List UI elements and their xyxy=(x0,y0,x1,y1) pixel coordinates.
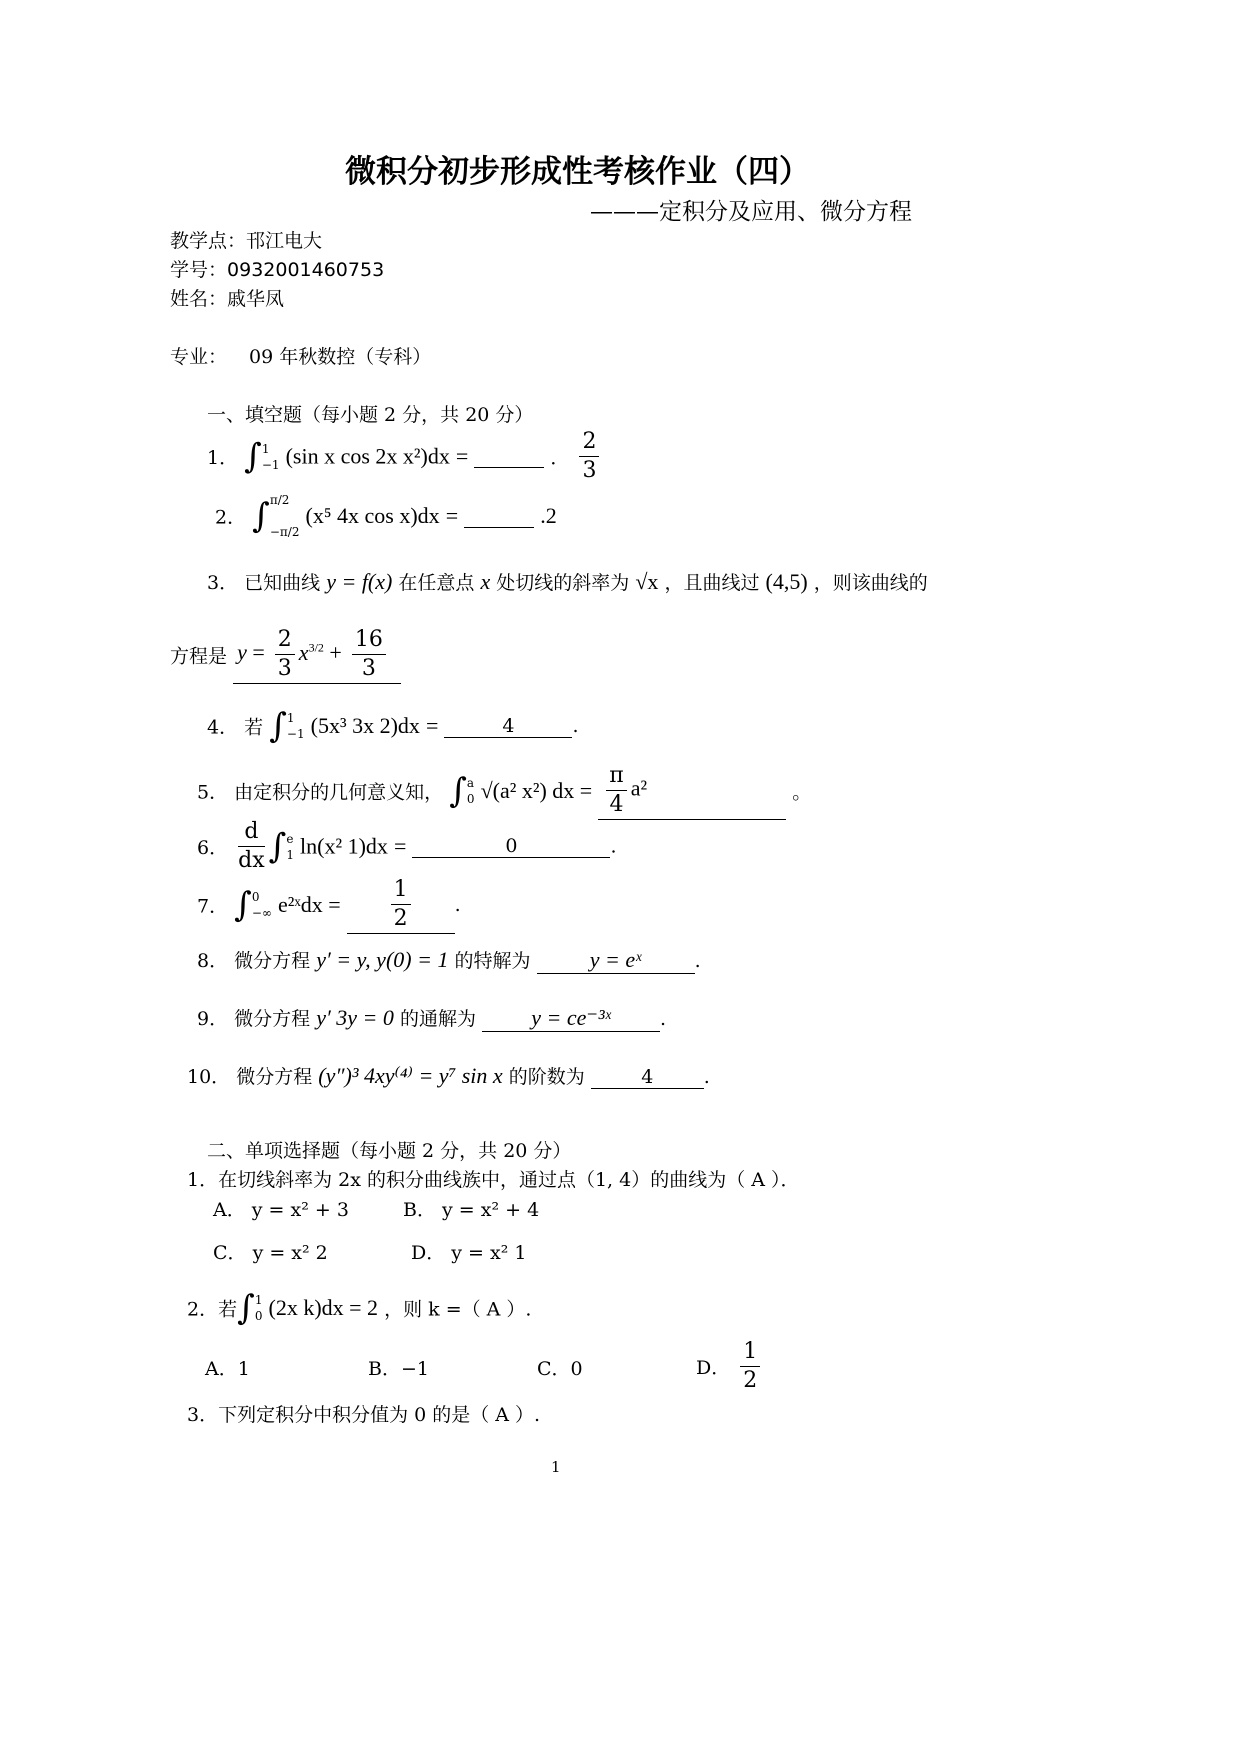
page-title: 微积分初步形成性考核作业（四） xyxy=(345,154,810,190)
equals-sign: = xyxy=(425,713,439,738)
choice-q2-option-a: A．1 xyxy=(205,1358,250,1380)
period: ． xyxy=(550,447,570,469)
q8-number: 8． xyxy=(197,950,229,972)
choice-q2-option-b: B．−1 xyxy=(368,1358,429,1380)
section1-heading: 一、填空题（每小题 2 分，共 20 分） xyxy=(207,404,534,426)
section2-heading: 二、单项选择题（每小题 2 分，共 20 分） xyxy=(207,1140,572,1162)
q7-number: 7． xyxy=(197,895,229,918)
q9-text-b: 的通解为 xyxy=(399,1008,476,1030)
q5-blank xyxy=(598,762,786,820)
q5-text: 由定积分的几何意义知， xyxy=(234,781,444,804)
choice-q2-expression: (2x k)dx = 2 xyxy=(268,1295,379,1320)
q8-text: 微分方程 xyxy=(234,950,311,972)
integral-sign: ∫ xyxy=(244,436,262,477)
equals-sign: = xyxy=(445,503,459,528)
integral-sign: ∫ xyxy=(234,885,252,925)
q3-number: 3． xyxy=(207,572,239,594)
q8-answer: y = eˣ xyxy=(537,947,695,974)
q10-text-b: 的阶数为 xyxy=(508,1066,585,1088)
q3-x: x xyxy=(480,569,491,594)
choice-question-3: 3．下列定积分中积分值为 0 的是（ A ）. xyxy=(187,1404,541,1426)
q10-expression: (y″)³ 4xy⁽⁴⁾ = y⁷ sin x xyxy=(318,1063,503,1088)
fill-question-4: 4． 若 ∫1 −1 (5x³ 3x 2)dx = 4 . xyxy=(207,706,579,746)
q5-end: 。 xyxy=(792,781,812,804)
q3-line2-text: 方程是 xyxy=(170,645,228,668)
q10-answer: 4 xyxy=(591,1066,704,1089)
choice-q1-option-a: A． y = x² + 3 xyxy=(213,1199,349,1221)
q5-number: 5． xyxy=(197,781,229,804)
fill-question-3 xyxy=(207,568,928,595)
q4-expression: (5x³ 3x 2)dx xyxy=(310,713,420,738)
integral-sign: ∫ xyxy=(252,496,270,536)
q1-number: 1． xyxy=(207,447,239,469)
q6-answer: 0 xyxy=(412,835,610,858)
page-number: 1 xyxy=(551,1458,561,1476)
q10-text: 微分方程 xyxy=(236,1066,313,1088)
choice-q1-option-c: C． y = x² 2 xyxy=(213,1242,328,1264)
q5-expression: √(a² x²) dx = xyxy=(480,778,593,803)
q5-answer-tail: a² xyxy=(630,775,648,801)
q1-blank xyxy=(474,445,544,468)
fill-question-6: 6． $\frac{d}{dx}$ ∫e 1 ln(x² 1)dx = 0 . xyxy=(197,819,617,873)
integral-limits: π/2 −π/2 xyxy=(269,493,300,539)
q3-answer-lhs: y = xyxy=(237,639,265,665)
q1-answer-fraction xyxy=(579,428,599,485)
q9-answer: y = ce⁻³ˣ xyxy=(482,1005,660,1032)
equals-sign: = xyxy=(393,833,407,859)
student-id-label: 学号： xyxy=(170,259,228,281)
q4-answer: 4 xyxy=(444,715,572,738)
choice-q1-option-b: B． y = x² + 4 xyxy=(403,1199,540,1221)
q3-answer-fraction-a: $\frac{2}{3}$ xyxy=(275,626,295,683)
q3-sqrt: √x xyxy=(635,569,659,594)
q3-text-b: 在任意点 xyxy=(398,572,475,594)
integral-sign: ∫ xyxy=(269,706,287,746)
fill-question-2 xyxy=(215,492,557,540)
q6-derivative-operator: $\frac{d}{dx}$ xyxy=(238,819,265,873)
fill-question-1 xyxy=(207,428,603,485)
q2-expression: (x⁵ 4x cos x)dx xyxy=(305,503,440,528)
choice-q2-option-d: D． $\frac{1}{2}$ xyxy=(696,1338,764,1395)
q2-blank xyxy=(464,505,534,528)
q1-answer-numerator: 2 xyxy=(579,428,599,457)
integral-limits: 1 0 xyxy=(254,1293,263,1323)
q3-curve: y = f(x) xyxy=(326,569,393,594)
q5-answer-fraction: $\frac{\pi}{4}$ xyxy=(606,762,626,819)
q7-answer-fraction: $\frac{1}{2}$ xyxy=(391,876,411,933)
q1-expression: (sin x cos 2x x²)dx xyxy=(285,443,450,469)
q6-expression: ln(x² 1)dx xyxy=(300,833,388,859)
q9-number: 9． xyxy=(197,1008,229,1030)
q3-answer-power: $x^{3/2}$ + xyxy=(298,639,342,665)
choice-q1-option-d: D． y = x² 1 xyxy=(411,1242,527,1264)
fill-question-10: 10． 微分方程 (y″)³ 4xy⁽⁴⁾ = y⁷ sin x 的阶数为 4 . xyxy=(187,1063,710,1088)
q3-text-c: 处切线的斜率为 xyxy=(496,572,630,594)
integral-sign: ∫ xyxy=(449,771,467,811)
student-name-value: 戚华凤 xyxy=(227,288,285,310)
major-line xyxy=(170,342,431,369)
major-value: 09 年秋数控（专科） xyxy=(249,346,432,368)
q2-answer: .2 xyxy=(540,503,557,528)
school-value: 邗江电大 xyxy=(246,230,323,252)
fill-question-8: 8． 微分方程 y′ = y, y(0) = 1 的特解为 y = eˣ . xyxy=(197,947,701,972)
student-id-value: 0932001460753 xyxy=(227,259,385,281)
q3-point: (4,5) xyxy=(765,569,808,594)
fill-question-3-line2 xyxy=(170,626,401,684)
integral-limits: e 1 xyxy=(286,831,294,862)
q6-number: 6． xyxy=(197,837,229,859)
q10-number: 10． xyxy=(187,1066,231,1088)
school-label: 教学点： xyxy=(170,230,247,252)
q3-text-a: 已知曲线 xyxy=(244,572,321,594)
school-line xyxy=(170,226,322,253)
integral-limits: 1 −1 xyxy=(286,711,305,741)
choice-q2-option-c: C．0 xyxy=(537,1358,583,1380)
q4-number: 4． xyxy=(207,716,239,739)
q8-expression: y′ = y, y(0) = 1 xyxy=(316,947,449,972)
q1-answer-denominator: 3 xyxy=(582,458,597,483)
q9-expression: y′ 3y = 0 xyxy=(316,1005,394,1030)
q4-text: 若 xyxy=(244,716,264,739)
choice-question-1: 1．在切线斜率为 2x 的积分曲线族中，通过点（1, 4）的曲线为（ A ）． xyxy=(187,1169,800,1191)
choice-q2-text-b: ，则 k =（ A ）. xyxy=(384,1298,532,1321)
q7-blank xyxy=(347,876,455,934)
equals-sign: = xyxy=(455,443,469,469)
integral-sign: ∫ xyxy=(237,1288,255,1328)
fill-question-9: 9． 微分方程 y′ 3y = 0 的通解为 y = ce⁻³ˣ . xyxy=(197,1005,667,1030)
student-name-line xyxy=(170,284,284,311)
choice-q2-text-a: 2．若 xyxy=(187,1298,238,1321)
q3-blank xyxy=(233,626,401,684)
student-name-label: 姓名： xyxy=(170,288,228,310)
q2-number: 2． xyxy=(215,506,247,529)
fill-question-5 xyxy=(197,762,811,820)
integral-limits: 0 −∞ xyxy=(251,890,272,920)
q3-text-d: ，且曲线过 xyxy=(664,572,760,594)
integral-sign: ∫ xyxy=(268,826,287,867)
q3-text-e: ，则该曲线的 xyxy=(813,572,928,594)
page-subtitle: ———定积分及应用、微分方程 xyxy=(590,199,912,225)
integral-limits: 1 −1 xyxy=(261,441,280,472)
major-label: 专业： xyxy=(170,346,228,368)
student-id-line xyxy=(170,255,384,282)
q8-text-b: 的特解为 xyxy=(454,950,531,972)
integral-limits: a 0 xyxy=(466,776,475,806)
fill-question-7: 7． ∫0 −∞ e²ˣdx = $\frac{1}{2}$ . xyxy=(197,876,461,934)
q9-text: 微分方程 xyxy=(234,1008,311,1030)
q3-answer-fraction-b: $\frac{16}{3}$ xyxy=(352,626,386,683)
choice-q2-option-d-fraction: $\frac{1}{2}$ xyxy=(740,1338,760,1395)
q7-expression: e²ˣdx = xyxy=(277,892,341,917)
choice-question-2 xyxy=(187,1288,531,1328)
